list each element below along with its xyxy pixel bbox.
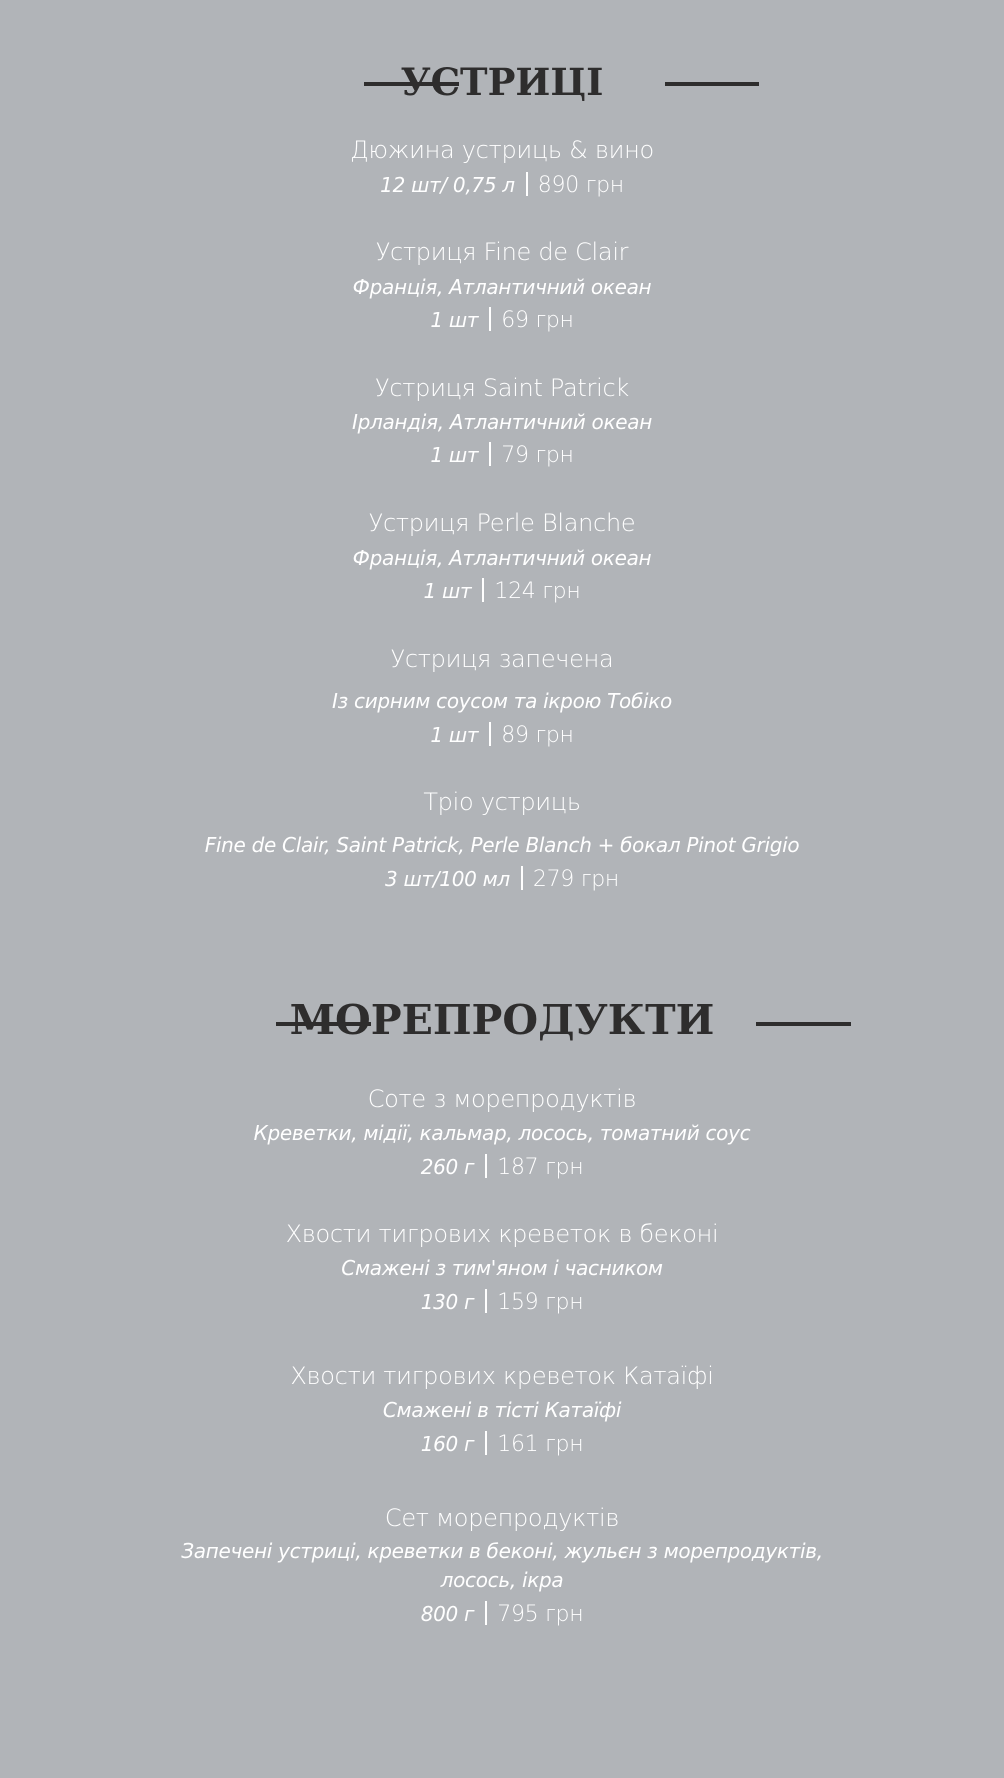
menu-item-price-line xyxy=(0,307,1004,332)
price-separator xyxy=(482,578,484,602)
menu-item-price: 69 грн xyxy=(501,308,574,333)
menu-item-name: Хвости тигрових креветок в беконі xyxy=(285,1220,719,1248)
menu-item-quantity: 1 шт xyxy=(430,308,479,332)
menu-item-quantity: 1 шт xyxy=(423,579,472,603)
menu-item-quantity: 160 г xyxy=(420,1432,475,1456)
menu-item-quantity: 3 шт/100 мл xyxy=(385,867,510,891)
menu-item-price: 124 грн xyxy=(494,579,581,604)
menu-item-description: Смажені з тим'яном і часником xyxy=(341,1256,663,1280)
menu-item-quantity: 130 г xyxy=(420,1290,475,1314)
menu-item-name: Дюжина устриць & вино xyxy=(350,136,654,164)
menu-item-price-line xyxy=(0,722,1004,747)
menu-item-quantity: 1 шт xyxy=(430,443,479,467)
menu-item-description: Франція, Атлантичний океан xyxy=(352,275,652,299)
menu-item-price-line xyxy=(0,1431,1004,1456)
menu-item-price: 795 грн xyxy=(497,1602,584,1627)
menu-item-quantity: 260 г xyxy=(420,1155,475,1179)
price-separator xyxy=(489,722,491,746)
menu-item-price: 279 грн xyxy=(532,867,619,892)
section-title-seafood: МОРЕПРОДУКТИ xyxy=(289,996,715,1044)
menu-item-description: Ірландія, Атлантичний океан xyxy=(351,410,653,434)
menu-item-name: Соте з морепродуктів xyxy=(367,1085,637,1113)
menu-item-price-line xyxy=(0,1601,1004,1626)
price-separator xyxy=(485,1154,487,1178)
menu-item-description: Запечені устриці, креветки в беконі, жульєн з морепродуктів, xyxy=(181,1539,823,1563)
menu-item-price: 161 грн xyxy=(497,1432,584,1457)
menu-item-quantity: 1 шт xyxy=(430,723,479,747)
price-separator xyxy=(489,442,491,466)
menu-item-price-line xyxy=(0,1154,1004,1179)
menu-item-price: 187 грн xyxy=(497,1155,584,1180)
menu-item-price: 79 грн xyxy=(501,443,574,468)
menu-item-description: Fine de Clair, Saint Patrick, Perle Blanch + бокал Pinot Grigio xyxy=(204,833,800,857)
menu-item-price: 89 грн xyxy=(501,723,574,748)
menu-item-price: 159 грн xyxy=(497,1290,584,1315)
menu-item-price-line xyxy=(0,442,1004,467)
price-separator xyxy=(485,1431,487,1455)
menu-item-name: Устриця Saint Patrick xyxy=(375,374,629,402)
menu-item-name: Сет морепродуктів xyxy=(384,1504,620,1532)
heading-rule-right xyxy=(665,82,759,86)
menu-item-description: Смажені в тісті Катаїфі xyxy=(382,1398,622,1422)
menu-item-description: Із сирним соусом та ікрою Тобіко xyxy=(332,689,672,713)
menu-item-description-continued: лосось, ікра xyxy=(440,1568,564,1592)
menu-item-price-line xyxy=(0,1289,1004,1314)
price-separator xyxy=(489,307,491,331)
menu-item-price-line xyxy=(0,578,1004,603)
menu-item-name: Устриця Perle Blanche xyxy=(368,509,636,537)
menu-item-name: Хвости тигрових креветок Катаїфі xyxy=(290,1362,714,1390)
menu-item-name: Тріо устриць xyxy=(423,788,581,816)
menu-item-quantity: 800 г xyxy=(420,1602,475,1626)
menu-item-price: 890 грн xyxy=(537,173,624,198)
price-separator xyxy=(521,866,523,890)
price-separator xyxy=(485,1289,487,1313)
price-separator xyxy=(485,1601,487,1625)
menu-item-price-line xyxy=(0,172,1004,197)
menu-item-name: Устриця Fine de Clair xyxy=(375,238,629,266)
price-separator xyxy=(526,172,528,196)
menu-item-price-line xyxy=(0,866,1004,891)
menu-item-name: Устриця запечена xyxy=(390,645,614,673)
heading-rule-right xyxy=(756,1022,851,1026)
menu-item-description: Франція, Атлантичний океан xyxy=(352,546,652,570)
section-title-oysters: УСТРИЦІ xyxy=(400,60,604,104)
menu-item-quantity: 12 шт/ 0,75 л xyxy=(380,173,515,197)
menu-item-description: Креветки, мідії, кальмар, лосось, томатний соус xyxy=(253,1121,751,1145)
